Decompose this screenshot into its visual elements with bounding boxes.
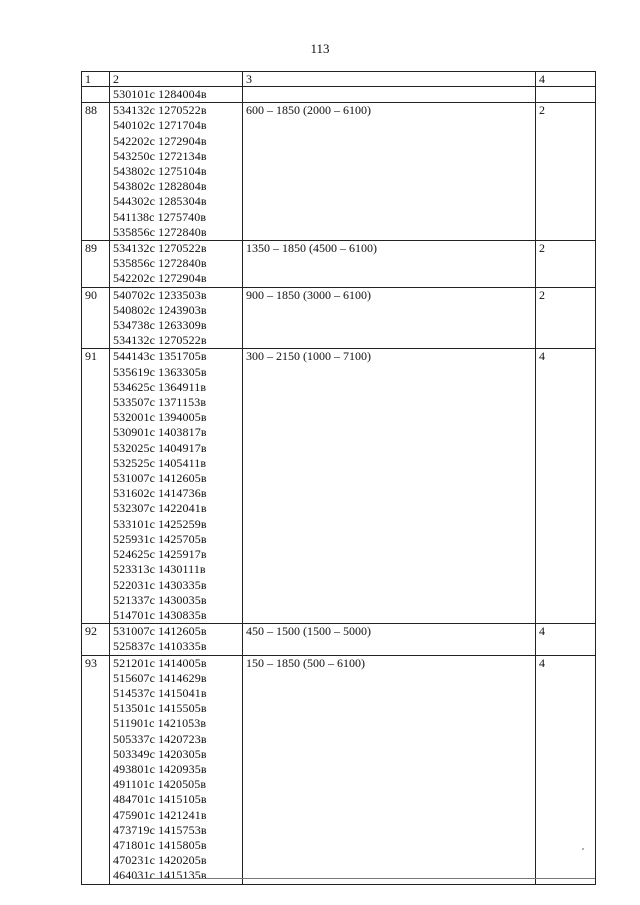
coordinate-line: 511901с 1421053в	[113, 716, 207, 731]
coordinate-line: 515607с 1414629в	[113, 670, 207, 685]
coordinate-line: 543250с 1272134в	[113, 148, 207, 163]
table-row	[82, 87, 596, 103]
coordinate-line: 530101с 1284004в	[113, 87, 207, 101]
coordinate-line: 525837с 1410335в	[113, 639, 207, 654]
category-cell: 2	[536, 287, 596, 349]
coordinate-line: 543802с 1282804в	[113, 179, 207, 194]
coordinate-line: 525931с 1425705в	[113, 531, 207, 546]
row-number: 91	[82, 349, 110, 624]
table-row	[82, 103, 596, 241]
coordinate-line: 503349с 1420305в	[113, 746, 207, 761]
depth-range-cell: 600 – 1850 (2000 – 6100)	[243, 103, 536, 241]
coordinate-line: 473719с 1415753в	[113, 822, 207, 837]
row-number: 92	[82, 624, 110, 655]
coordinate-line: 513501с 1415505в	[113, 701, 207, 716]
coordinate-line: 541138с 1275740в	[113, 209, 207, 224]
coordinate-line: 514701с 1430835в	[113, 607, 207, 622]
coordinate-line: 532001с 1394005в	[113, 410, 207, 425]
coordinate-line: 544302с 1285304в	[113, 194, 207, 209]
coordinate-line: 475901с 1421241в	[113, 807, 207, 822]
depth-range-cell: 150 – 1850 (500 – 6100)	[243, 655, 536, 884]
table-row	[82, 241, 596, 288]
coordinate-line: 543802с 1275104в	[113, 164, 207, 179]
coordinate-line: 542202с 1272904в	[113, 271, 207, 286]
coordinate-line: 491101с 1420505в	[113, 777, 207, 792]
category-cell: 4	[536, 624, 596, 655]
coordinates-cell	[110, 241, 243, 288]
coordinate-line: 540702с 1233503в	[113, 287, 207, 302]
coordinate-line: 535856с 1272840в	[113, 224, 207, 239]
coordinate-line: 534132с 1270522в	[113, 103, 207, 118]
coordinate-line: 535619с 1363305в	[113, 364, 207, 379]
coordinate-line: 535856с 1272840в	[113, 256, 207, 271]
table-header-row	[82, 72, 596, 87]
coordinates-table	[81, 71, 596, 885]
coordinate-line: 542202с 1272904в	[113, 133, 207, 148]
coordinate-line: 532025с 1404917в	[113, 440, 207, 455]
table-row	[82, 655, 596, 884]
depth-range-cell: 900 – 1850 (3000 – 6100)	[243, 287, 536, 349]
coordinate-line: 534132с 1270522в	[113, 333, 207, 348]
coordinate-line: 521201с 1414005в	[113, 655, 207, 670]
coordinate-line: 521337с 1430035в	[113, 592, 207, 607]
category-cell: 4	[536, 349, 596, 624]
header-col-1: 1	[82, 72, 110, 87]
row-number: 90	[82, 287, 110, 349]
category-cell: 4	[536, 655, 596, 884]
header-col-2: 2	[110, 72, 243, 87]
coordinates-cell	[110, 287, 243, 349]
coordinate-line: 464031с 1415135в	[113, 868, 207, 883]
coordinates-cell	[110, 655, 243, 884]
coordinate-line: 533101с 1425259в	[113, 516, 207, 531]
header-col-3: 3	[243, 72, 536, 87]
coordinates-cell	[110, 624, 243, 655]
row-number: 88	[82, 103, 110, 241]
coordinate-line: 532307с 1422041в	[113, 501, 207, 516]
row-number: 89	[82, 241, 110, 288]
coordinates-cell	[110, 103, 243, 241]
coordinate-line: 531007с 1412605в	[113, 471, 207, 486]
coordinate-line: 505337с 1420723в	[113, 731, 207, 746]
coordinate-line: 523313с 1430111в	[113, 562, 206, 577]
coordinate-line: 534738с 1263309в	[113, 318, 207, 333]
row-number	[82, 87, 110, 103]
coordinate-line: 471801с 1415805в	[113, 837, 207, 852]
depth-range-cell	[243, 87, 536, 103]
table-row	[82, 624, 596, 655]
coordinate-line: 534625с 1364911в	[113, 379, 207, 394]
row-number: 93	[82, 655, 110, 884]
coordinate-line: 540102с 1271704в	[113, 118, 207, 133]
coordinate-line: 531007с 1412605в	[113, 624, 207, 639]
depth-range-cell: 300 – 2150 (1000 – 7100)	[243, 349, 536, 624]
coordinate-line: 470231с 1420205в	[113, 853, 207, 868]
coordinate-line: 484701с 1415105в	[113, 792, 207, 807]
table-row	[82, 287, 596, 349]
category-cell	[536, 87, 596, 103]
coordinate-line: 540802с 1243903в	[113, 302, 207, 317]
coordinate-line: 493801с 1420935в	[113, 761, 207, 776]
coordinate-line: 534132с 1270522в	[113, 241, 207, 256]
coordinate-line: 524625с 1425917в	[113, 547, 207, 562]
category-cell: 2	[536, 241, 596, 288]
depth-range-cell: 1350 – 1850 (4500 – 6100)	[243, 241, 536, 288]
coordinate-line: 522031с 1430335в	[113, 577, 207, 592]
depth-range-cell: 450 – 1500 (1500 – 5000)	[243, 624, 536, 655]
bottom-rule	[135, 878, 595, 879]
coordinates-cell	[110, 349, 243, 624]
header-col-4: 4	[536, 72, 596, 87]
page-number: 113	[310, 41, 330, 56]
scan-speck	[582, 848, 584, 850]
coordinate-line: 530901с 1403817в	[113, 425, 207, 440]
coordinates-cell	[110, 87, 243, 103]
coordinate-line: 514537с 1415041в	[113, 685, 207, 700]
coordinate-line: 533507с 1371153в	[113, 395, 207, 410]
table-row	[82, 349, 596, 624]
coordinate-line: 544143с 1351705в	[113, 349, 207, 364]
coordinate-line: 531602с 1414736в	[113, 486, 207, 501]
coordinate-line: 532525с 1405411в	[113, 455, 207, 470]
category-cell: 2	[536, 103, 596, 241]
